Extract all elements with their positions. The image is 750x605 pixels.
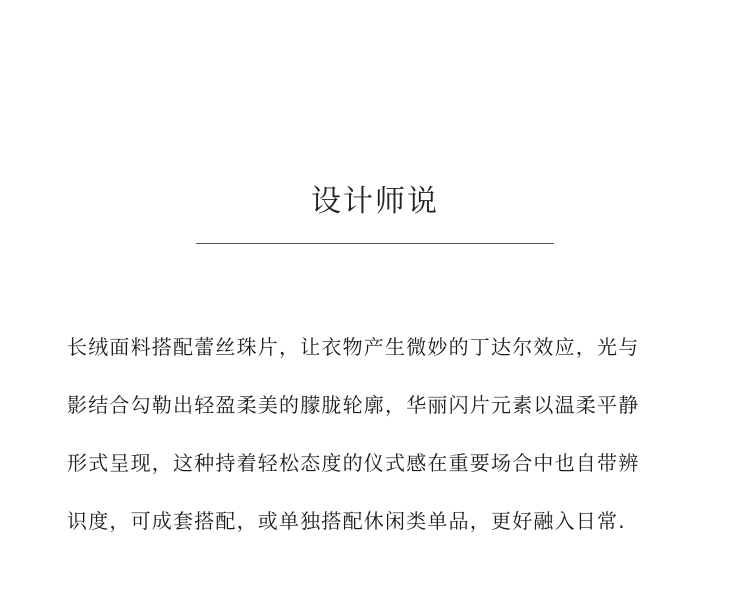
title-divider [196, 243, 554, 244]
designer-description [67, 318, 687, 550]
description-line: 形式呈现，这种持着轻松态度的仪式感在重要场合中也自带辨 [67, 451, 640, 475]
description-line: 长绒面料搭配蕾丝珠片，让衣物产生微妙的丁达尔效应，光与 [67, 335, 640, 359]
description-line: 识度，可成套搭配，或单独搭配休闲类单品，更好融入日常. [67, 509, 626, 533]
description-line: 影结合勾勒出轻盈柔美的朦胧轮廓，华丽闪片元素以温柔平静 [67, 393, 640, 417]
section-title: 设计师说 [311, 184, 439, 219]
